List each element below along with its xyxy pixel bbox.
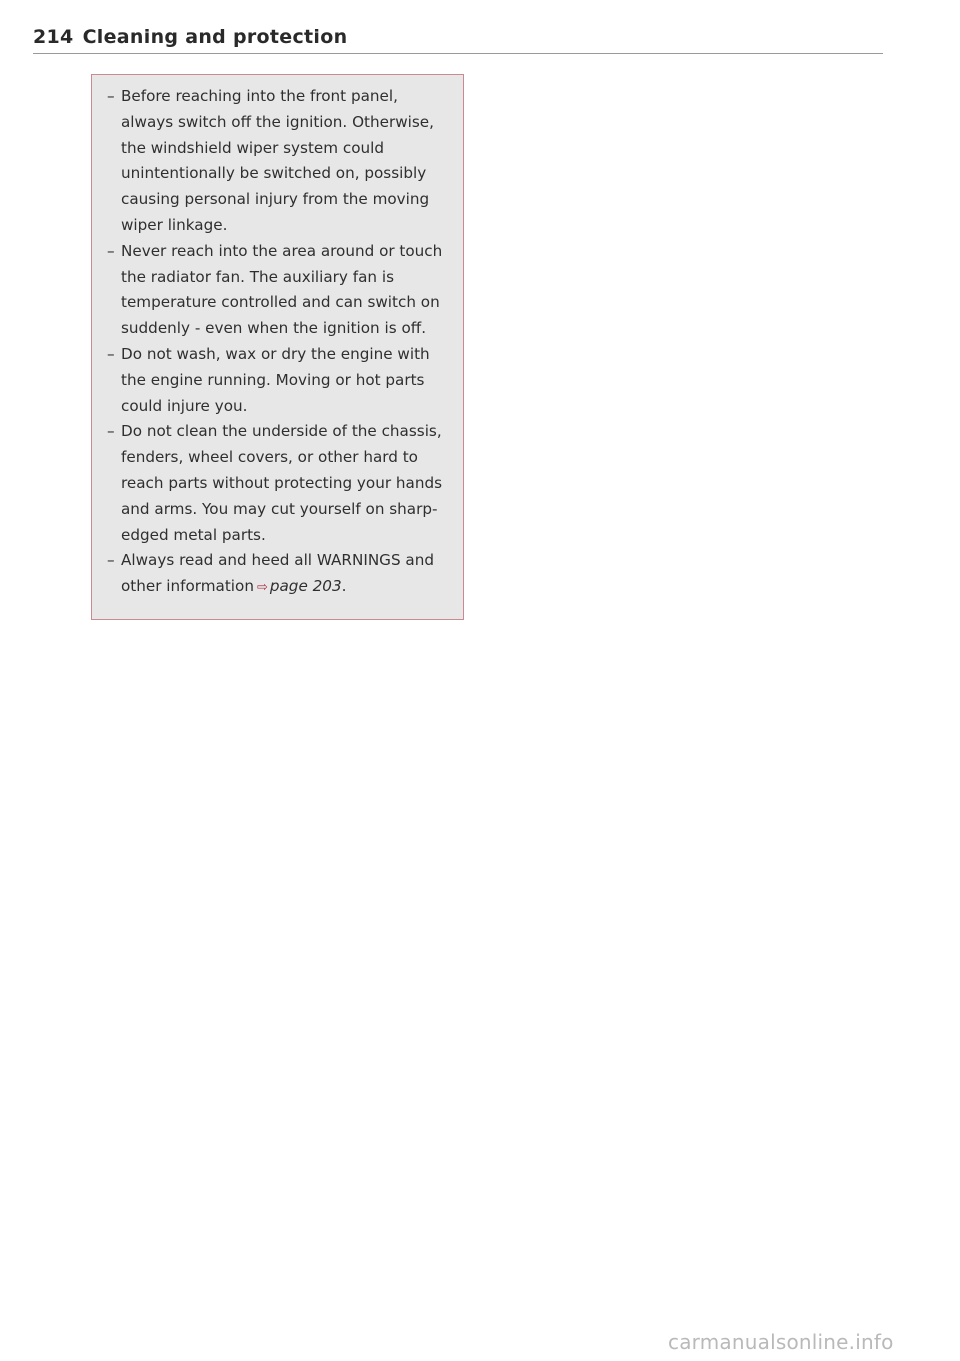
list-item xyxy=(107,342,450,419)
list-item xyxy=(107,419,450,548)
running-header xyxy=(33,26,883,48)
list-item-text: Never reach into the area around or touch the radiator fan. The auxiliary fan is temperature controlled and can switch on suddenly - even when the ignition is off. xyxy=(121,241,443,338)
arrow-right-icon: ⇨ xyxy=(256,580,268,596)
section-title: Cleaning and protection xyxy=(82,26,348,48)
list-item-text: Before reaching into the front panel, always switch off the ignition. Otherwise, the windshield wiper system could unintentionally be switched on, possibly causing personal injury from the moving wiper linkage. xyxy=(121,87,434,234)
list-dash: – xyxy=(107,551,115,570)
page-header xyxy=(33,26,883,52)
list-dash: – xyxy=(107,344,115,363)
list-dash: – xyxy=(107,422,115,441)
list-item-text: Always read and heed all WARNINGS and other information xyxy=(121,551,434,596)
header-rule xyxy=(33,53,883,54)
list-dash: – xyxy=(107,241,115,260)
page-number: 214 xyxy=(33,26,74,48)
list-item-text: Do not wash, wax or dry the engine with the engine running. Moving or hot parts could injure you. xyxy=(121,344,430,415)
list-item-text: Do not clean the underside of the chassis, fenders, wheel covers, or other hard to reach parts without protecting your hands and arms. You may cut yourself on sharp-edged metal parts. xyxy=(121,422,443,544)
list-dash: – xyxy=(107,87,115,105)
list-item xyxy=(107,548,450,601)
warning-box xyxy=(91,74,464,620)
list-item-suffix: . xyxy=(341,577,347,596)
page-reference-link[interactable]: page 203 xyxy=(269,577,342,596)
list-item xyxy=(107,84,450,239)
watermark: carmanualsonline.info xyxy=(668,1330,894,1354)
warning-list xyxy=(107,84,450,601)
list-item xyxy=(107,239,450,342)
